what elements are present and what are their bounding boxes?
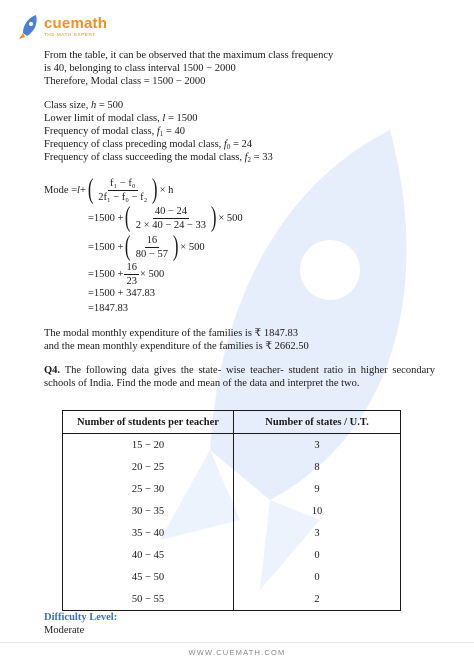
footer-url[interactable]: WWW.CUEMATH.COM <box>188 648 286 657</box>
rocket-logo-icon <box>18 14 40 40</box>
question-text: The following data gives the state- wise teacher- student ratio in higher secondary schools of India. Find the mode and mean of the data and interpret the two. <box>44 365 435 389</box>
state-count: 9 <box>234 478 401 500</box>
mode-step-2: = 1500 + ( $\frac{16}{80 - 57}$ ) × 500 <box>88 231 205 262</box>
mode-step-1: = 1500 + ( $\frac{40 - 24}{2 \times 40 - 24 - 33}$ ) × 500 <box>88 202 243 233</box>
state-count: 2 <box>234 588 401 611</box>
conclusion-line-2: and the mean monthly expenditure of the families is ₹ 2662.50 <box>44 341 309 352</box>
cuemath-logo <box>18 14 107 40</box>
state-count: 8 <box>234 456 401 478</box>
state-count: 10 <box>234 500 401 522</box>
logo-tagline: THE MATH EXPERT <box>44 32 96 38</box>
intro-line-2: is 40, belonging to class interval 1500 − 2000 <box>44 63 236 74</box>
preceding-frequency-line: Frequency of class preceding modal class, $f_0 = 24$ <box>44 139 252 151</box>
intro-line-3: Therefore, Modal class = 1500 − 2000 <box>44 76 206 87</box>
mode-step-4: = 1500 + 347.83 <box>88 288 155 299</box>
class-interval: 45 − 50 <box>63 566 234 588</box>
question-number: Q4. <box>44 365 61 376</box>
state-count: 3 <box>234 434 401 457</box>
state-count: 0 <box>234 566 401 588</box>
class-interval: 25 − 30 <box>63 478 234 500</box>
class-size-line: Class size, h = 500 <box>44 100 124 111</box>
mode-step-3: = 1500 + $\frac{16}{23}$ × 500 <box>88 262 165 287</box>
difficulty-value: Moderate <box>44 625 85 636</box>
difficulty-heading: Difficulty Level: <box>44 612 118 623</box>
intro-line-1: From the table, it can be observed that the maximum class frequency <box>44 50 334 61</box>
table-row <box>63 456 401 478</box>
table-row <box>63 588 401 611</box>
class-interval: 30 − 35 <box>63 500 234 522</box>
table-row <box>63 522 401 544</box>
table-row <box>63 544 401 566</box>
state-count: 0 <box>234 544 401 566</box>
modal-frequency-line: Frequency of modal class, $f_1 = 40$ <box>44 126 185 138</box>
header-number-of-states: Number of states / U.T. <box>234 411 401 434</box>
mode-formula: Mode = l + ( $\frac{\text{f₁ − f₀}}{\text{2f₁ − f₀ − f₂}}$ ) × h <box>44 174 174 205</box>
table-row <box>63 500 401 522</box>
table-row <box>63 434 401 457</box>
header-students-per-teacher: Number of students per teacher <box>63 411 234 434</box>
class-interval: 20 − 25 <box>63 456 234 478</box>
table-header-row <box>63 411 401 434</box>
mode-fraction: $\frac{\text{f₁ − f₀}}{\text{2f₁ − f₀ − f₂}}$ <box>98 177 148 203</box>
logo-brand: cuemath <box>44 15 108 33</box>
footer-divider <box>0 642 474 643</box>
class-interval: 35 − 40 <box>63 522 234 544</box>
lower-limit-line: Lower limit of modal class, l = 1500 <box>44 113 198 124</box>
class-interval: 50 − 55 <box>63 588 234 611</box>
conclusion-line-1: The modal monthly expenditure of the families is ₹ 1847.83 <box>44 328 298 339</box>
mode-step-5: = 1847.83 <box>88 303 129 314</box>
table-row <box>63 566 401 588</box>
state-count: 3 <box>234 522 401 544</box>
table-row <box>63 478 401 500</box>
succeeding-frequency-line: Frequency of class succeeding the modal class, $f_2 = 33$ <box>44 152 273 164</box>
data-table <box>62 410 401 611</box>
question-4 <box>44 364 435 390</box>
class-interval: 40 − 45 <box>63 544 234 566</box>
class-interval: 15 − 20 <box>63 434 234 457</box>
